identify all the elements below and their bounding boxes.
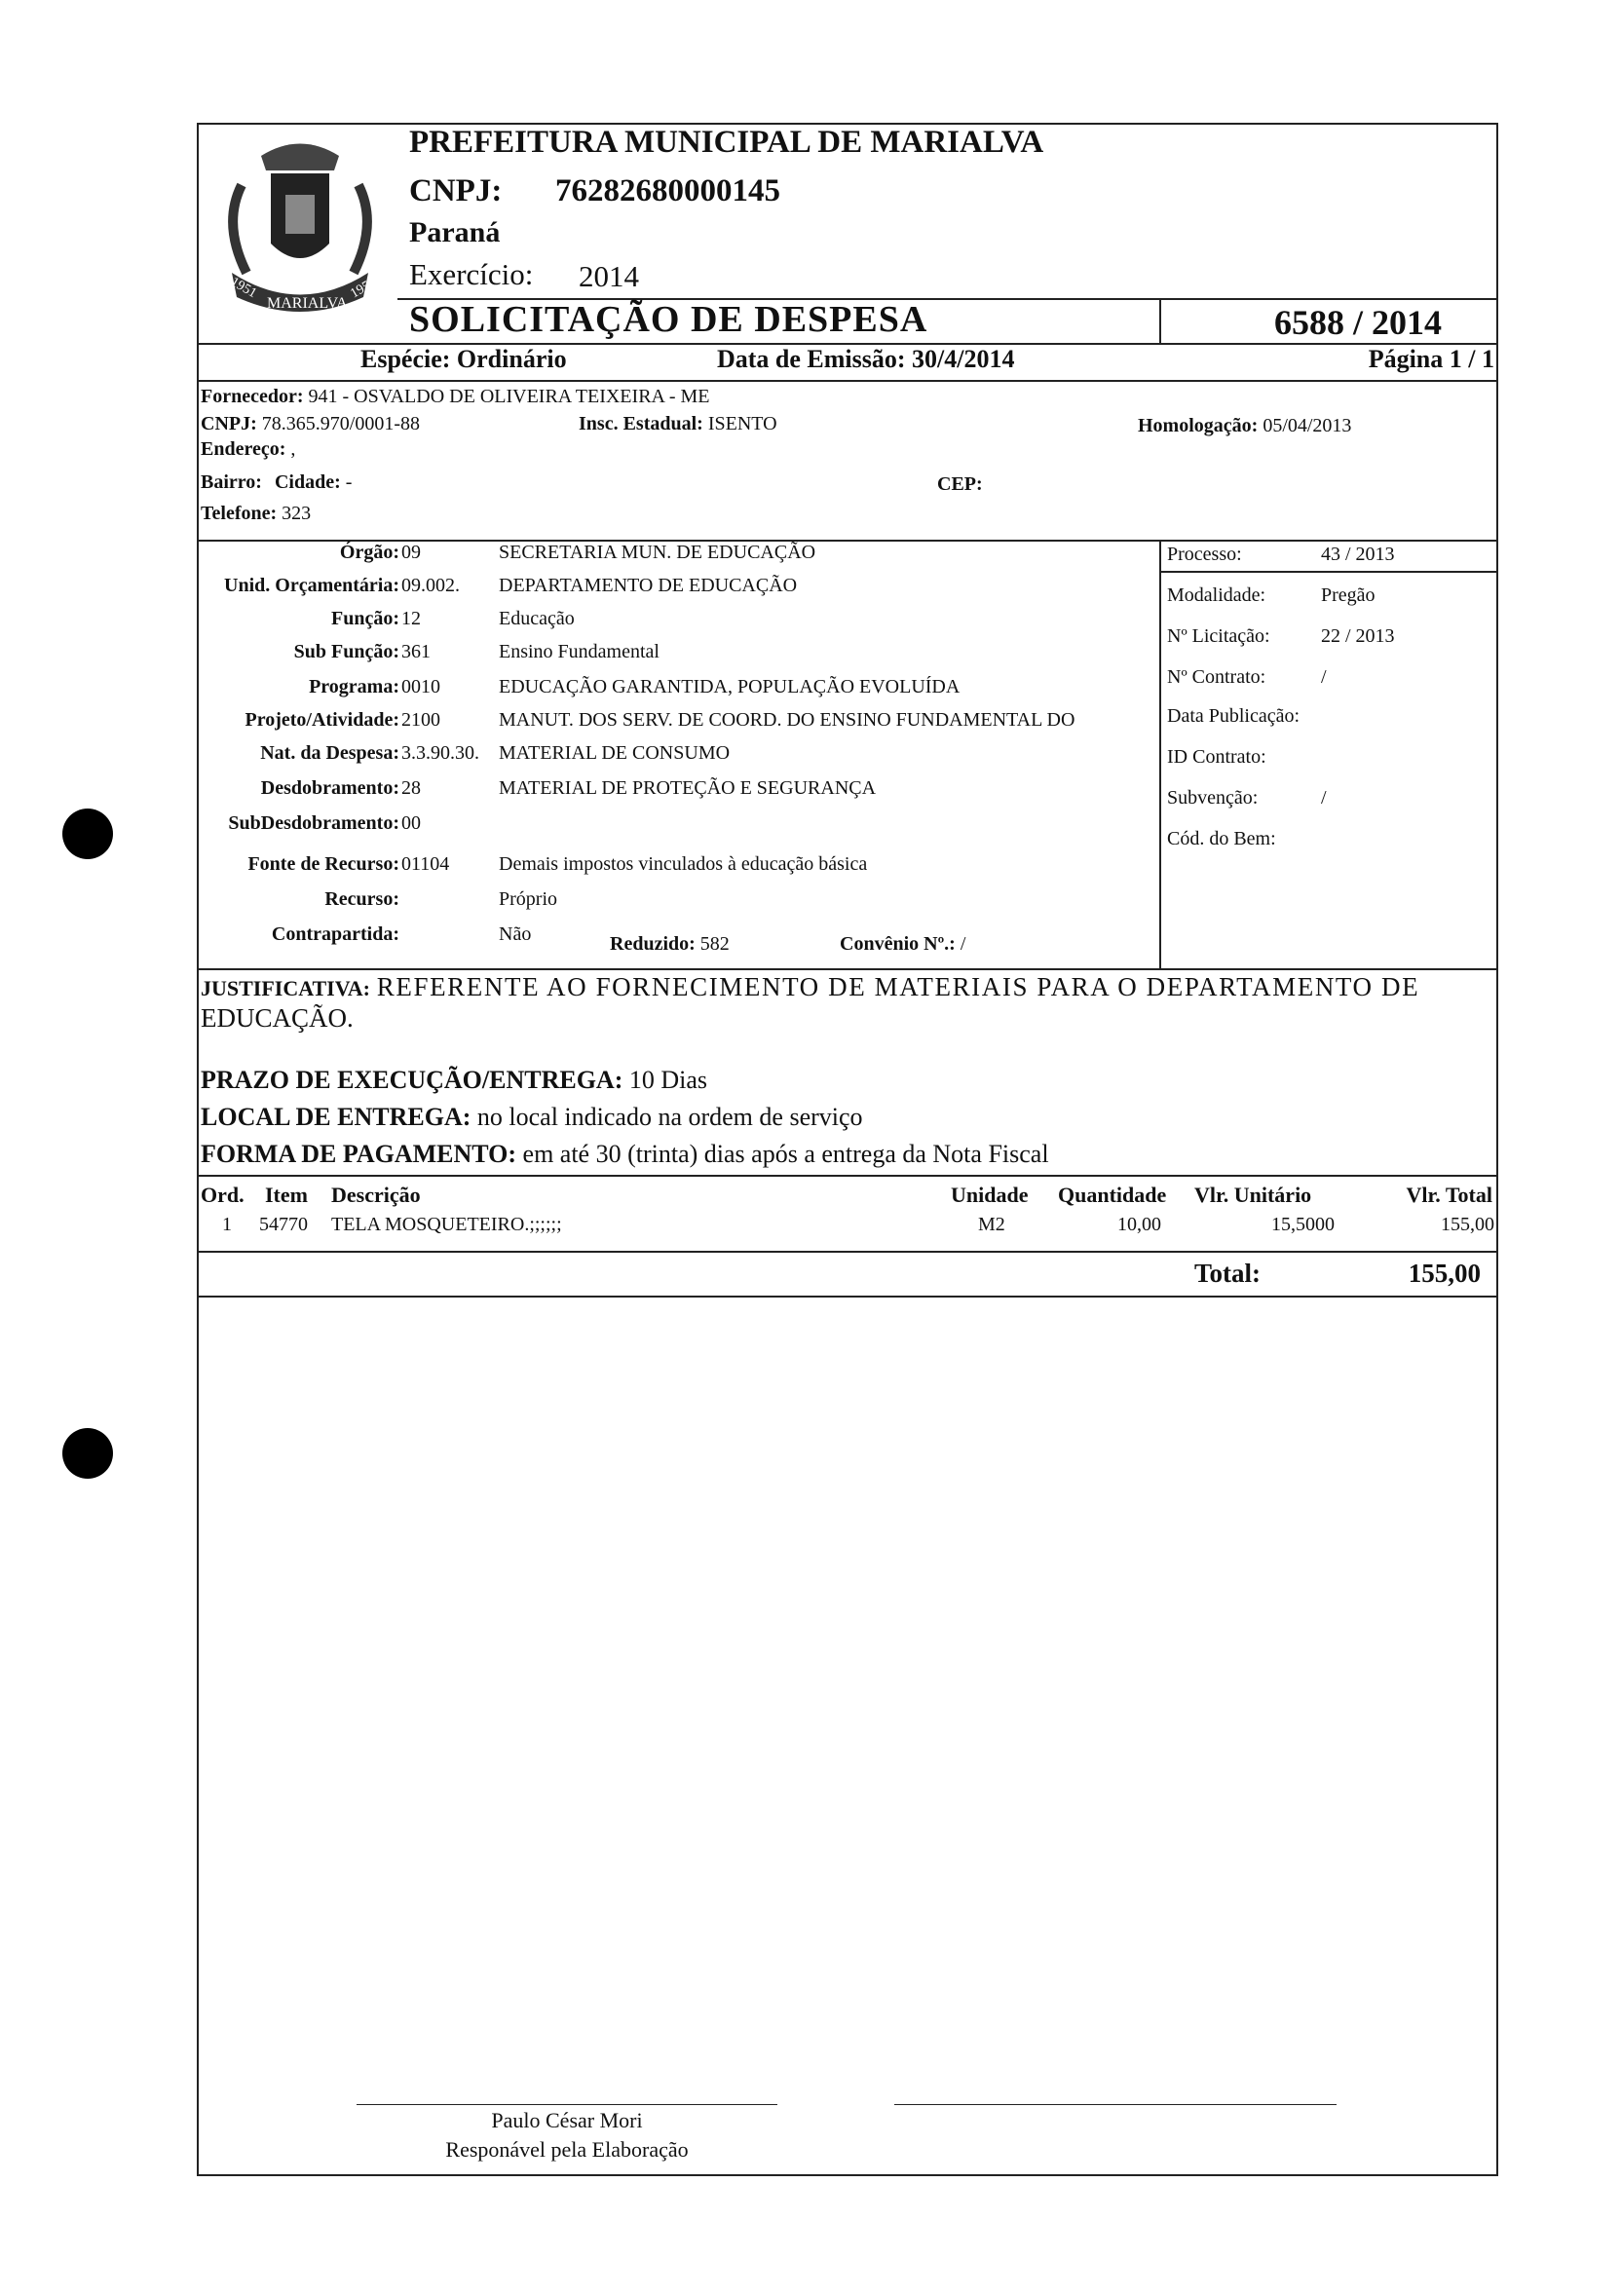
local-value: no local indicado na ordem de serviço — [476, 1103, 863, 1131]
insc-label: Insc. Estadual: — [579, 413, 703, 434]
budget-row-code: 0010 — [401, 676, 440, 697]
supplier-line — [201, 386, 710, 408]
budget-row-code: 09 — [401, 542, 421, 563]
row-item: 54770 — [259, 1214, 308, 1235]
budget-row-code: 3.3.90.30. — [401, 742, 479, 764]
budget-row-label: Unid. Orçamentária: — [224, 575, 399, 596]
budget-row-description: DEPARTAMENTO DE EDUCAÇÃO — [499, 575, 798, 596]
budget-row-description: SECRETARIA MUN. DE EDUCAÇÃO — [499, 542, 816, 563]
bairro-label: Bairro: — [201, 471, 262, 493]
justificativa-line-2: EDUCAÇÃO. — [201, 1003, 354, 1033]
punch-hole — [62, 809, 113, 859]
col-quantidade-header: Quantidade — [1058, 1183, 1167, 1207]
process-row-value: / — [1321, 666, 1327, 688]
local-line — [201, 1103, 863, 1132]
insc-estadual — [579, 413, 777, 435]
budget-row-description: MATERIAL DE CONSUMO — [499, 742, 731, 764]
row-vlr-unitario: 15,5000 — [1271, 1214, 1335, 1235]
budget-row-label: Nat. da Despesa: — [260, 742, 399, 764]
col-descricao-header: Descrição — [331, 1183, 421, 1207]
data-emissao: Data de Emissão: 30/4/2014 — [717, 345, 1015, 373]
convenio — [840, 933, 965, 956]
row-ord: 1 — [222, 1214, 232, 1235]
punch-hole — [62, 1428, 113, 1479]
pagina: Página 1 / 1 — [1368, 345, 1494, 373]
row-quantidade: 10,00 — [1117, 1214, 1161, 1235]
process-row-label: Modalidade: — [1167, 584, 1266, 606]
supplier-cnpj-line — [201, 413, 420, 435]
insc-value: ISENTO — [707, 413, 777, 434]
budget-row-label: Programa: — [309, 676, 399, 697]
state-name: Paraná — [409, 216, 501, 248]
budget-row-label: Desdobramento: — [260, 777, 399, 799]
signer-name: Paulo César Mori — [491, 2108, 643, 2132]
cidade-value: - — [345, 471, 353, 493]
row-vlr-total: 155,00 — [1441, 1214, 1494, 1235]
budget-row-label: Sub Função: — [293, 641, 399, 662]
fornecedor-value: 941 - OSVALDO DE OLIVEIRA TEIXEIRA - ME — [308, 386, 710, 407]
total-label: Total: — [1194, 1259, 1262, 1288]
convenio-value: / — [960, 933, 966, 955]
budget-row-description: Demais impostos vinculados à educação básica — [499, 853, 868, 875]
budget-row-label: Contrapartida: — [271, 923, 399, 945]
reduzido-value: 582 — [699, 933, 730, 955]
budget-row-label: Órgão: — [339, 542, 399, 563]
budget-row-code: 01104 — [401, 853, 450, 875]
budget-row-description: MATERIAL DE PROTEÇÃO E SEGURANÇA — [499, 777, 877, 799]
process-row-value: 22 / 2013 — [1321, 625, 1395, 647]
budget-row-code: 09.002. — [401, 575, 460, 596]
municipality-name: PREFEITURA MUNICIPAL DE MARIALVA — [409, 125, 1044, 160]
process-row-label: Nº Contrato: — [1167, 666, 1266, 688]
budget-row-code: 361 — [401, 641, 431, 662]
budget-row-label: Recurso: — [324, 888, 399, 910]
budget-row-code: 00 — [401, 812, 421, 834]
budget-row-code: 28 — [401, 777, 421, 799]
signer-role: Responável pela Elaboração — [445, 2137, 689, 2162]
col-vlr-unitario-header: Vlr. Unitário — [1194, 1183, 1312, 1207]
forma-line — [201, 1140, 1049, 1169]
budget-row-label: SubDesdobramento: — [228, 812, 399, 834]
row-descricao: TELA MOSQUETEIRO.;;;;;; — [331, 1214, 562, 1235]
forma-value: em até 30 (trinta) dias após a entrega da Nota Fiscal — [522, 1140, 1049, 1168]
budget-row-description: Ensino Fundamental — [499, 641, 660, 662]
convenio-label: Convênio Nº.: — [840, 933, 956, 955]
local-label: LOCAL DE ENTREGA: — [201, 1103, 471, 1131]
budget-row-description: Não — [499, 923, 532, 945]
bairro-cidade — [201, 471, 352, 494]
justificativa-line — [201, 972, 1494, 1002]
seal-label: MARIALVA — [267, 295, 348, 312]
homolog-value: 05/04/2013 — [1263, 415, 1352, 436]
process-row-label: Nº Licitação: — [1167, 625, 1270, 647]
process-row-label: Data Publicação: — [1167, 705, 1301, 727]
exercicio-label: Exercício: — [409, 257, 534, 291]
endereco — [201, 438, 295, 461]
col-item-header: Item — [265, 1183, 308, 1207]
cep-label: CEP: — [937, 473, 983, 495]
budget-row-description: Próprio — [499, 888, 557, 910]
homologacao — [1138, 415, 1351, 437]
budget-row-label: Função: — [331, 608, 399, 629]
row-unidade: M2 — [978, 1214, 1005, 1235]
col-ord-header: Ord. — [201, 1183, 245, 1207]
doc-number: 6588 / 2014 — [1273, 303, 1442, 342]
prazo-line — [201, 1066, 707, 1095]
col-unidade-header: Unidade — [951, 1183, 1029, 1207]
endereco-label: Endereço: — [201, 438, 286, 460]
process-row-value: 43 / 2013 — [1321, 544, 1395, 565]
cnpj-value: 76282680000145 — [555, 173, 780, 208]
process-row-label: Subvenção: — [1167, 787, 1259, 809]
budget-row-label: Projeto/Atividade: — [245, 709, 399, 731]
signature-line — [357, 2104, 777, 2105]
homolog-label: Homologação: — [1138, 415, 1259, 436]
supplier-cnpj-value: 78.365.970/0001-88 — [261, 413, 420, 434]
cidade-label: Cidade: — [274, 471, 341, 493]
supplier-cnpj-label: CNPJ: — [201, 413, 257, 434]
process-row-label: Processo: — [1167, 544, 1242, 565]
reduzido-label: Reduzido: — [610, 933, 696, 955]
justificativa-label: JUSTIFICATIVA: — [201, 976, 371, 1000]
budget-row-code: 2100 — [401, 709, 440, 731]
justificativa-text: REFERENTE AO FORNECIMENTO DE MATERIAIS PARA O DEPARTAMENTO DE — [376, 972, 1420, 1001]
endereco-value: , — [290, 438, 296, 460]
process-row-value: Pregão — [1321, 584, 1376, 606]
col-vlr-total-header: Vlr. Total — [1406, 1183, 1492, 1207]
especie: Espécie: Ordinário — [360, 345, 567, 373]
signature-line — [894, 2104, 1337, 2105]
cnpj-label: CNPJ: — [409, 173, 503, 208]
budget-row-description: MANUT. DOS SERV. DE COORD. DO ENSINO FUNDAMENTAL DO — [499, 709, 1075, 731]
telefone — [201, 503, 311, 525]
telefone-label: Telefone: — [201, 503, 278, 524]
prazo-value: 10 Dias — [628, 1066, 708, 1094]
forma-label: FORMA DE PAGAMENTO: — [201, 1140, 517, 1168]
telefone-value: 323 — [282, 503, 312, 524]
exercicio-value: 2014 — [579, 259, 639, 293]
process-row-label: ID Contrato: — [1167, 746, 1266, 768]
seal-year-right: 1955 — [348, 275, 380, 302]
coat-of-arms-icon — [203, 127, 397, 321]
budget-row-code: 12 — [401, 608, 421, 629]
budget-row-description: Educação — [499, 608, 575, 629]
doc-title: SOLICITAÇÃO DE DESPESA — [409, 299, 928, 340]
reduzido — [610, 933, 730, 956]
budget-row-label: Fonte de Recurso: — [247, 853, 399, 875]
total-value: 155,00 — [1408, 1259, 1481, 1288]
seal-year-left: 1951 — [228, 275, 259, 302]
fornecedor-label: Fornecedor: — [201, 386, 304, 407]
process-row-label: Cód. do Bem: — [1167, 828, 1276, 849]
budget-row-description: EDUCAÇÃO GARANTIDA, POPULAÇÃO EVOLUÍDA — [499, 676, 961, 697]
process-row-value: / — [1321, 787, 1327, 809]
prazo-label: PRAZO DE EXECUÇÃO/ENTREGA: — [201, 1066, 623, 1094]
